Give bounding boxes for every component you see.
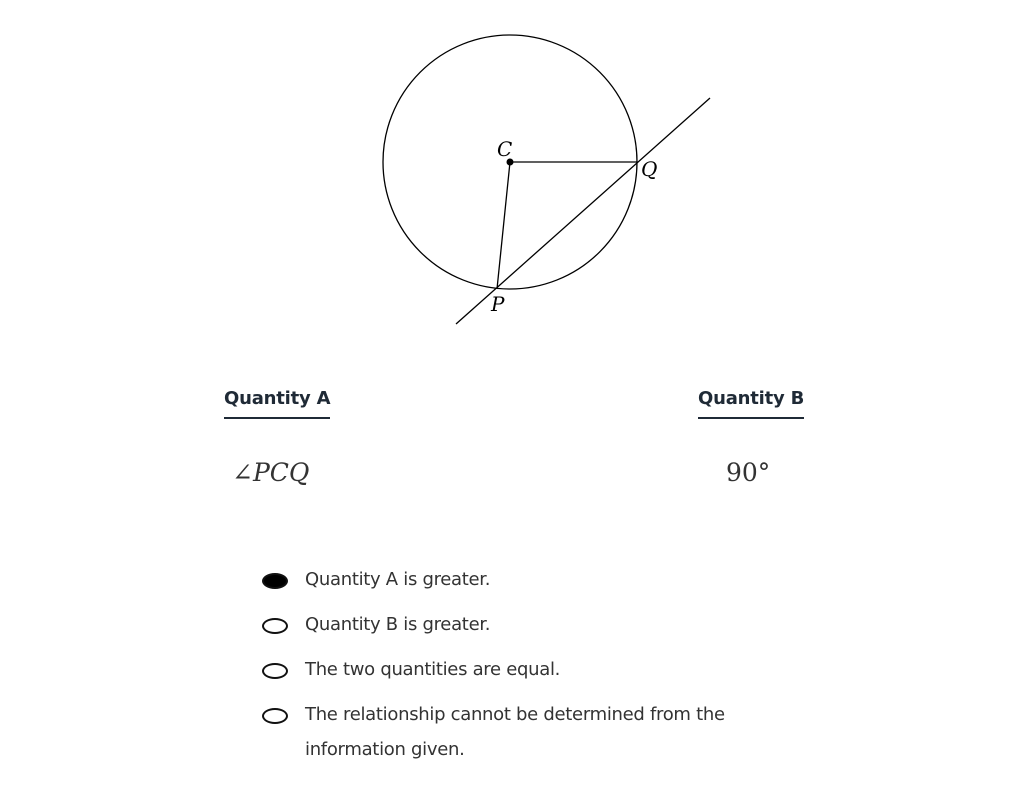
label-q: Q: [641, 157, 658, 181]
choice-label: Quantity A is greater.: [305, 569, 491, 590]
tangent-line-pq: [456, 98, 710, 324]
choice-label: The two quantities are equal.: [305, 659, 561, 680]
radio-button[interactable]: [262, 573, 288, 589]
answer-choice-a-greater[interactable]: [262, 570, 782, 597]
geometry-figure: [0, 0, 1031, 340]
quantity-a-value: ∠PCQ: [232, 458, 310, 487]
label-c: C: [497, 137, 513, 161]
quantity-b-value: 90°: [726, 458, 771, 487]
radius-cp: [497, 162, 510, 289]
label-p: P: [491, 292, 505, 316]
radio-button[interactable]: [262, 618, 288, 634]
radio-button[interactable]: [262, 663, 288, 679]
answer-choice-b-greater[interactable]: [262, 615, 782, 642]
quantity-a-header: Quantity A: [224, 388, 330, 419]
quantity-b-header: Quantity B: [698, 388, 804, 419]
choice-label: Quantity B is greater.: [305, 614, 491, 635]
radio-button[interactable]: [262, 708, 288, 724]
answer-choice-cannot-determine[interactable]: [262, 705, 742, 767]
choice-label: The relationship cannot be determined from the information given.: [305, 704, 725, 760]
answer-choice-equal[interactable]: [262, 660, 782, 687]
